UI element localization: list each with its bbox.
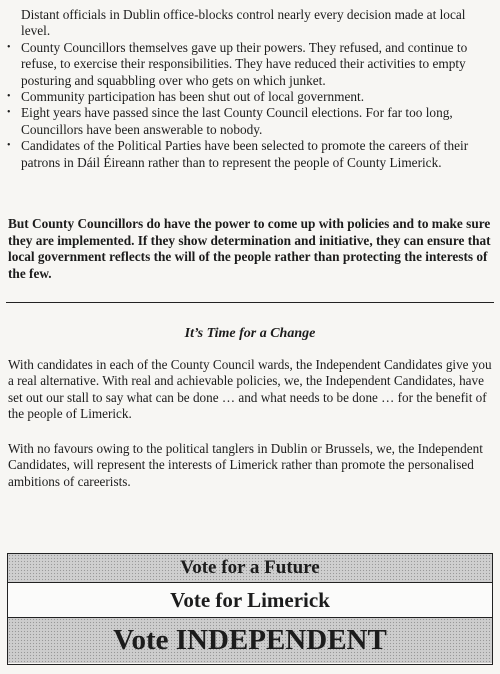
list-item-text: Distant officials in Dublin office-blocks control nearly every decision made at local level.	[21, 7, 466, 39]
vote-slogan-box	[7, 553, 493, 665]
list-item	[6, 105, 494, 138]
list-item-text: Community participation has been shut out of local government.	[21, 89, 365, 105]
list-item	[6, 40, 494, 89]
slogan-independent: Vote INDEPENDENT	[8, 618, 492, 663]
slogan-limerick: Vote for Limerick	[8, 583, 492, 618]
section-divider	[6, 302, 494, 303]
list-item	[6, 7, 494, 40]
bullet-mark: •	[7, 41, 11, 53]
bullet-mark: •	[7, 107, 11, 119]
section-heading: It’s Time for a Change	[184, 326, 316, 341]
list-item	[6, 89, 494, 105]
body-paragraph: With candidates in each of the County Council wards, the Independent Candidates give you a real alternative. With real and achievable policies, we, the Independent Candidates, have set out our stall to say what can be done … and what needs to be done … for the benefit of the people of Limerick.	[8, 357, 492, 422]
bullet-mark: •	[7, 91, 11, 103]
bullet-mark: •	[7, 140, 11, 152]
body-paragraph: With no favours owing to the political tanglers in Dublin or Brussels, we, the Independent Candidates, will represent the interests of Limerick rather than promote the personalised ambitions of careerists.	[8, 441, 483, 489]
list-item	[6, 138, 494, 171]
list-item-text: County Councillors themselves gave up their powers. They refused, and continue to refuse, to exercise their responsibilities. They have reduced their activities to empty posturing and squabbling over who gets on which junket.	[21, 39, 468, 88]
councillor-power-statement: But County Councillors do have the power to come up with policies and to make sure they are implemented. If they show determination and initiative, they can ensure that local government reflects the will of the people rather than protecting the interests of the few.	[8, 216, 491, 281]
slogan-future: Vote for a Future	[8, 554, 492, 583]
list-item-text: Eight years have passed since the last County Council elections. For far too long, Councillors have been answerable to nobody.	[21, 105, 453, 137]
list-item-text: Candidates of the Political Parties have been selected to promote the careers of their patrons in Dáil Éireann rather than to represent the people of County Limerick.	[21, 138, 469, 170]
grievance-list	[6, 7, 494, 171]
